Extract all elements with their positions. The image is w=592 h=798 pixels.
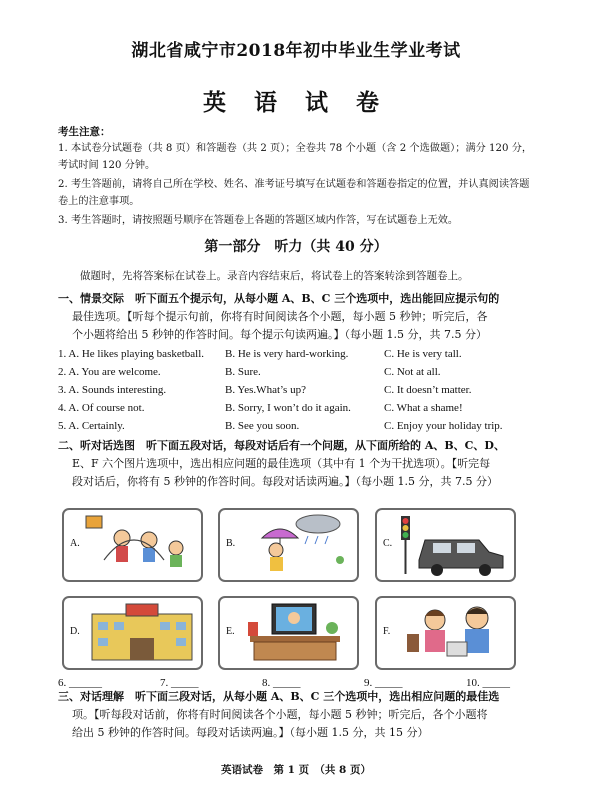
picture-a-label: A.: [70, 538, 80, 549]
picture-c: [375, 508, 516, 582]
section1-heading: 一、情景交际 听下面五个提示句，从每小题 A、B、C 三个选项中，选出能回应提示句的: [58, 292, 500, 305]
section3-heading: 三、对话理解 听下面三段对话，从每小题 A、B、C 三个选项中，选出相应问题的最佳选: [58, 690, 500, 703]
q5-option-c: C. Enjoy your holiday trip.: [384, 420, 503, 432]
picture-c-label: C.: [383, 538, 393, 549]
picture-f: [375, 596, 516, 670]
page-footer: 英语试卷 第 1 页 （共 8 页）: [221, 764, 371, 776]
q4-option-a: 4. A. Of course not.: [58, 402, 145, 414]
picture-e: [218, 596, 359, 670]
note-1: 1. 本试卷分试题卷（共 8 页）和答题卷（共 2 页）；全卷共 78 个小题（含 2 个选做题）；满分 120 分，考试时间 120 分钟。: [58, 143, 533, 171]
picture-e-label: E.: [226, 626, 235, 637]
q5-option-b: B. See you soon.: [225, 420, 300, 432]
answer-blank-10: 10. _____: [466, 677, 510, 689]
picture-d-label: D.: [70, 626, 80, 637]
patient-visit-illustration: [377, 598, 514, 668]
section1-instruction-line2: 最佳选项。【听每个提示句前，你将有时间阅读各个小题，每小题 5 秒钟；听完后，各: [72, 310, 488, 323]
answer-blank-7: 7. _____: [160, 677, 199, 689]
car-traffic-light-illustration: [377, 510, 514, 580]
children-playing-illustration: [64, 510, 201, 580]
notes-heading: 考生注意：: [58, 126, 111, 138]
q2-option-c: C. Not at all.: [384, 366, 441, 378]
section3-instruction-line2: 项。【听每段对话前，你将有时间阅读各个小题，每小题 5 秒钟；听完后，各个小题将: [72, 708, 488, 721]
part-title: 第一部分 听力（共 40 分）: [204, 239, 388, 255]
q5-option-a: 5. A. Certainly.: [58, 420, 125, 432]
exam-subtitle: 英 语 试 卷: [202, 89, 390, 116]
q1-option-c: C. He is very tall.: [384, 348, 462, 360]
part-instruction: 做题时，先将答案标在试卷上。录音内容结束后，将试卷上的答案转涂到答题卷上。: [80, 270, 469, 282]
q2-option-b: B. Sure.: [225, 366, 261, 378]
note-3: 3. 考生答题时，请按照题号顺序在答题卷上各题的答题区域内作答，写在试题卷上无效。: [58, 215, 459, 226]
q4-option-b: B. Sorry, I won’t do it again.: [225, 402, 351, 414]
picture-b: [218, 508, 359, 582]
q3-option-b: B. Yes.What’s up?: [225, 384, 306, 396]
section2-instruction-line3: 段对话后，你将有 5 秒钟的作答时间。每段对话读两遍。】（每小题 1.5 分，共 7.5 分）: [72, 475, 498, 488]
q3-option-a: 3. A. Sounds interesting.: [58, 384, 167, 396]
picture-b-label: B.: [226, 538, 236, 549]
cinema-building-illustration: [64, 598, 201, 668]
note-2: 2. 考生答题前，请将自己所在学校、姓名、准考证号填写在试题卷和答题卷指定的位置，并认真阅读答题卷上的注意事项。: [58, 179, 530, 207]
q4-option-c: C. What a shame!: [384, 402, 463, 414]
q1-option-b: B. He is very hard-working.: [225, 348, 349, 360]
picture-a: [62, 508, 203, 582]
exam-title: 湖北省咸宁市2018年初中毕业生学业考试: [131, 41, 461, 61]
section2-instruction-line2: E、F 六个图片选项中，选出相应问题的最佳选项（其中有 1 个为干扰选项）。【听完每: [72, 457, 491, 470]
q3-option-c: C. It doesn’t matter.: [384, 384, 472, 396]
answer-blank-6: 6. ______: [58, 677, 102, 689]
rainy-day-illustration: [220, 510, 357, 580]
q1-option-a: 1. A. He likes playing basketball.: [58, 348, 205, 360]
section2-heading: 二、听对话选图 听下面五段对话，每段对话后有一个问题，从下面所给的 A、B、C、D、: [58, 439, 505, 452]
tv-on-table-illustration: [220, 598, 357, 668]
section3-instruction-line3: 给出 5 秒钟的作答时间。每段对话读两遍。】（每小题 1.5 分，共 15 分）: [72, 726, 429, 739]
answer-blank-9: 9. _____: [364, 677, 403, 689]
q2-option-a: 2. A. You are welcome.: [58, 366, 161, 378]
picture-f-label: F.: [383, 626, 391, 637]
answer-blank-8: 8. _____: [262, 677, 301, 689]
section1-instruction-line3: 个小题将给出 5 秒钟的作答时间。每个提示句读两遍。】（每小题 1.5 分，共 7.5 分）: [72, 328, 487, 341]
picture-d: [62, 596, 203, 670]
